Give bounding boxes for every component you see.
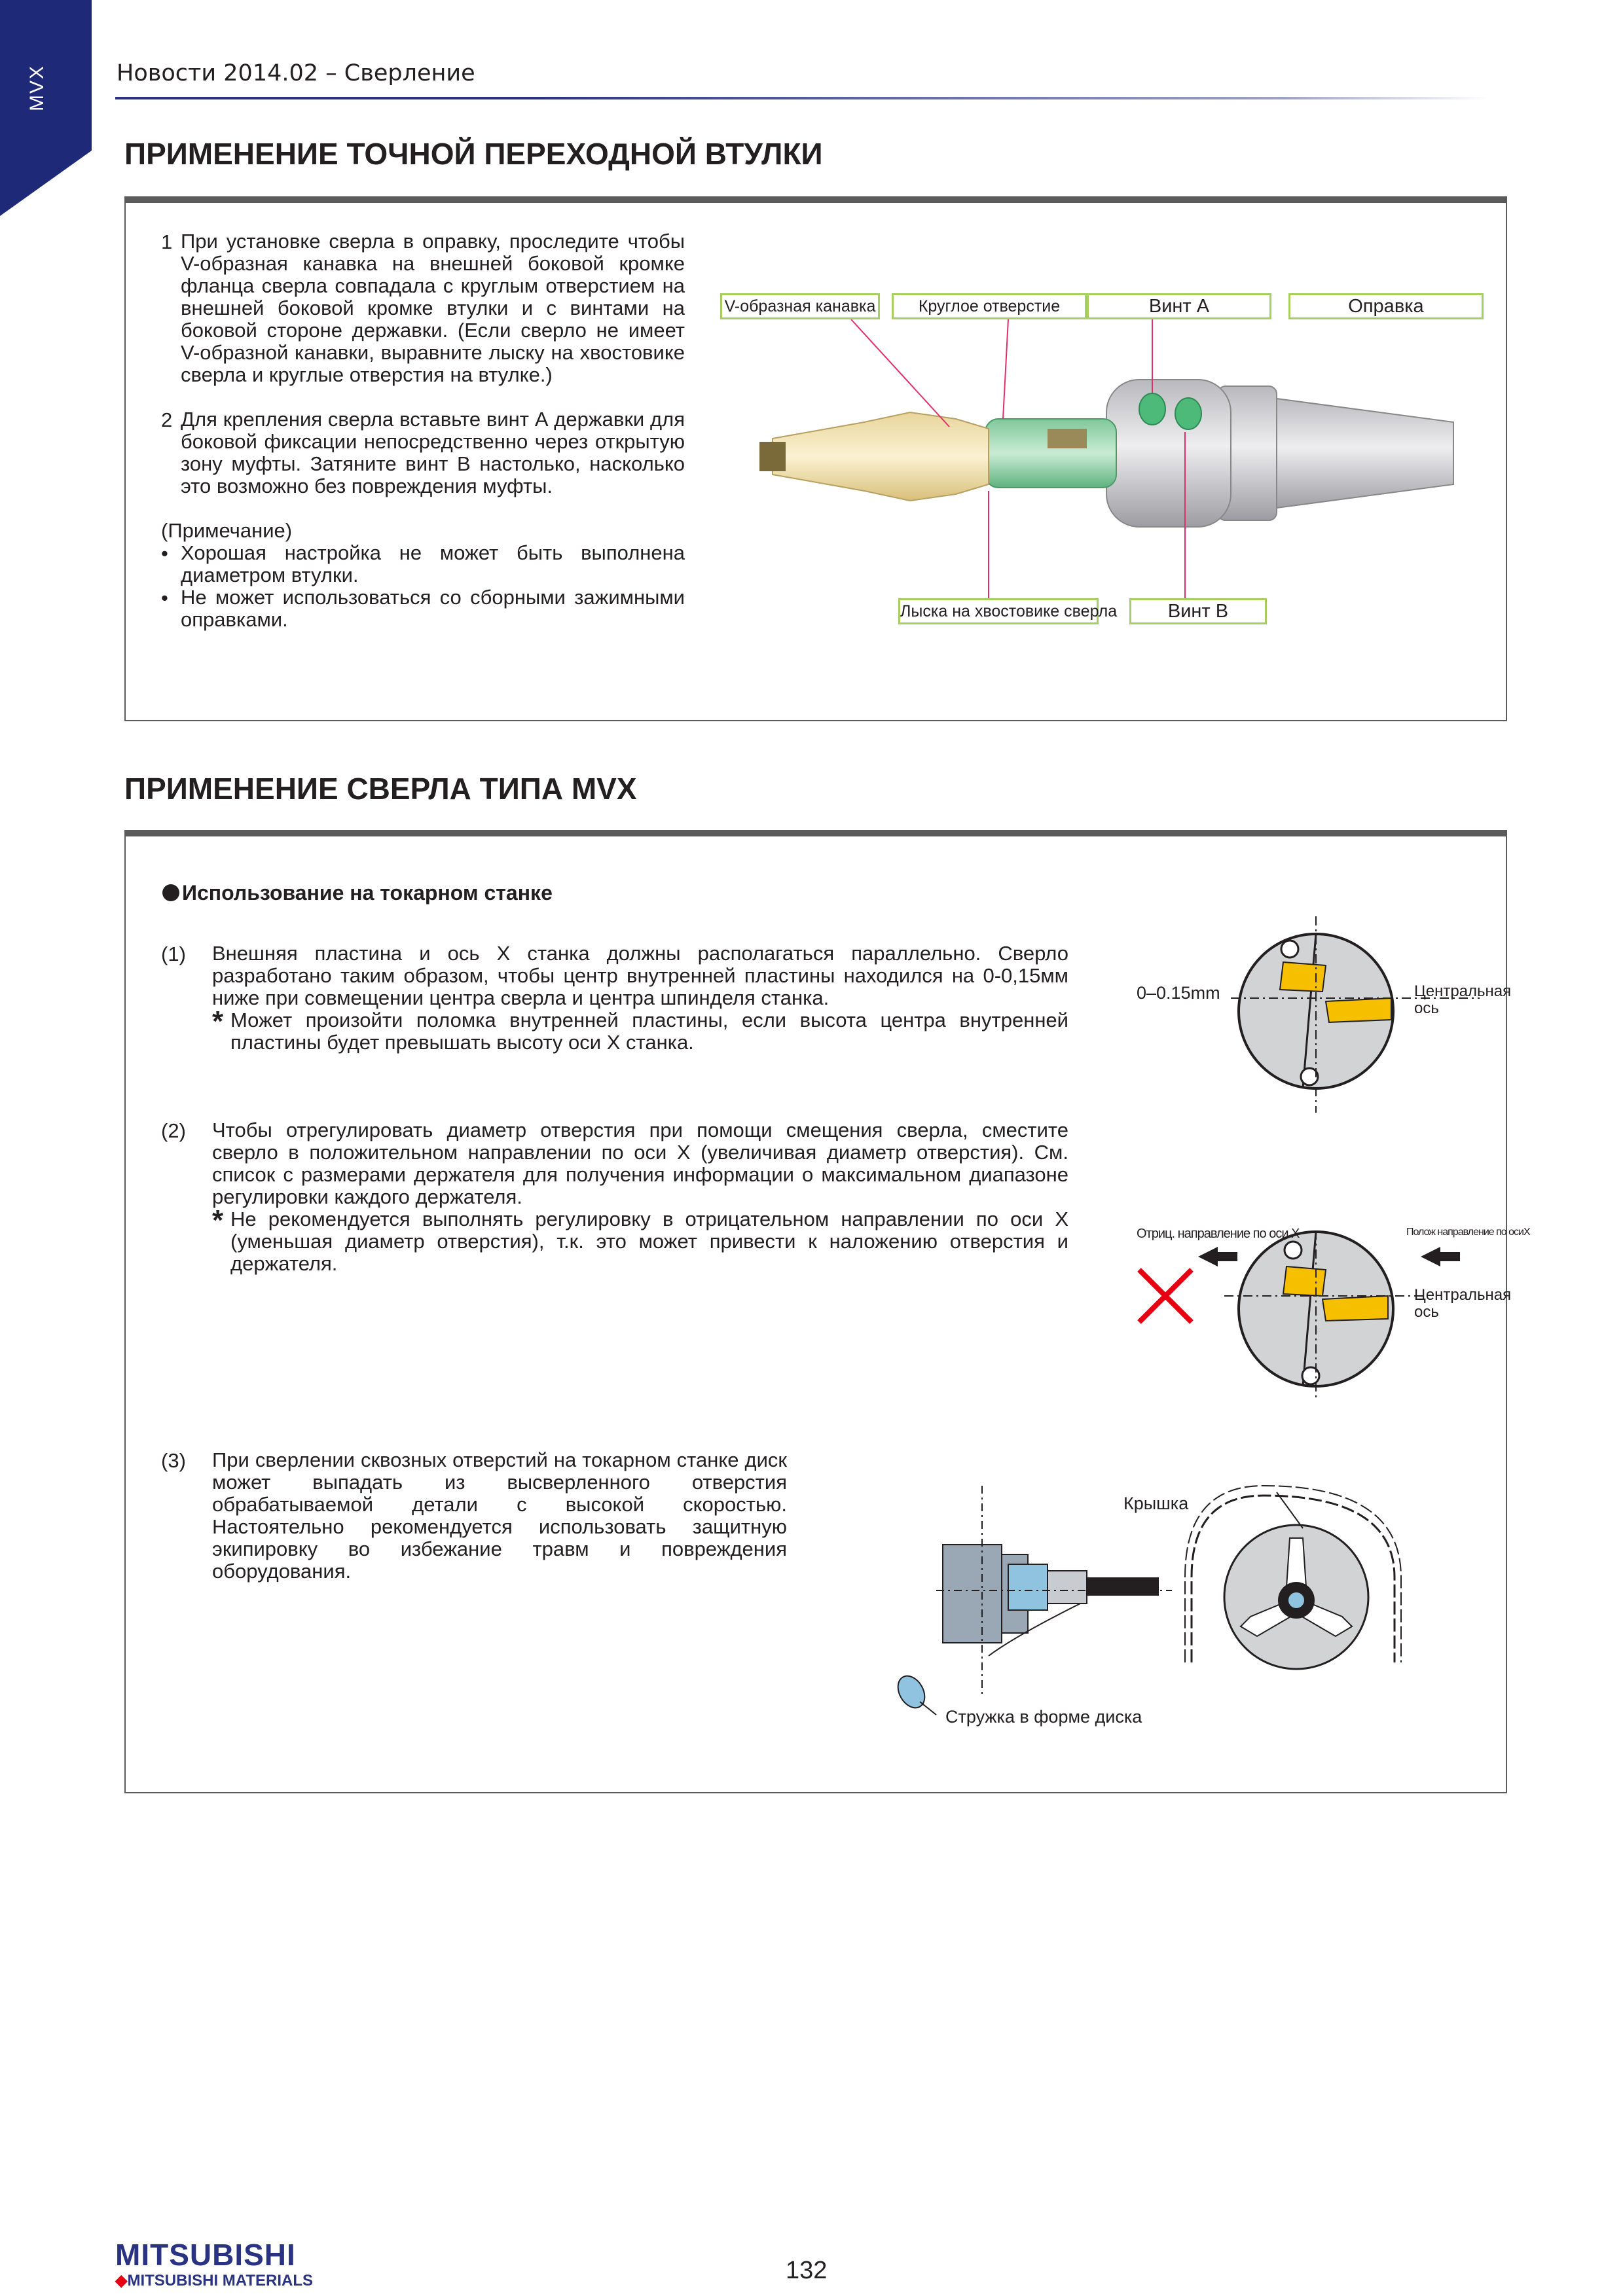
section1-item-1 <box>161 230 685 386</box>
note-text: Не может использоваться со сборными зажимными оправками. <box>181 586 685 631</box>
page-number: 132 <box>786 2257 828 2284</box>
bullet: • <box>161 542 168 565</box>
disc-chip-label: Стружка в форме диска <box>945 1707 1142 1727</box>
side-tab-label: MVX <box>26 64 48 111</box>
note-text: Не рекомендуется выполнять регулировку в отрицательном направлении по оси X (уменьшая диаметр отверстия), т.к. это может привести к наложению отверстия и держателя. <box>230 1208 1068 1275</box>
label-v-groove: V-образная канавка <box>720 293 880 319</box>
item-number: (2) <box>161 1119 186 1142</box>
item-text: Чтобы отрегулировать диаметр отверстия при помощи смещения сверла, сместите сверло в положительном направлении по оси X (увеличивая диаметр отверстия). См. список с размерами держателя для получения информации о максимальном диапазоне регулировки каждого держателя. <box>212 1119 1068 1208</box>
asterisk: * <box>212 1005 224 1037</box>
subheading: Использование на токарном станке <box>162 881 553 905</box>
asterisk: * <box>212 1204 224 1236</box>
note-item <box>161 586 685 631</box>
item-text: Внешняя пластина и ось X станка должны располагаться параллельно. Сверло разработано таким образом, чтобы центр внутренней пластины находился на 0-0,15мм ниже при совмещении центра сверла и центра шпинделя станка. <box>212 942 1068 1009</box>
label-arbor: Оправка <box>1288 293 1484 319</box>
bullet: • <box>161 586 168 609</box>
mitsubishi-logo: MITSUBISHI <box>115 2238 296 2272</box>
mitsubishi-materials-logo: ◆MITSUBISHI MATERIALS <box>115 2272 314 2289</box>
note-text: Хорошая настройка не может быть выполнена диаметром втулки. <box>181 541 685 586</box>
section1-item-2 <box>161 408 685 497</box>
item-text: При установке сверла в оправку, проследите чтобы V-образная канавка на внешней боковой кромке фланца сверла совпадала с круглым отверстием на внешней боковой кромке втулки и с винтами на боковой стороне державки. (Если сверло не имеет V-образной канавки, выравните лыску на хвостовике сверла и круглые отверстия на втулке.) <box>181 230 685 386</box>
header-title: Новости 2014.02 – Сверление <box>117 60 475 86</box>
section2-title: ПРИМЕНЕНИЕ СВЕРЛА ТИПА MVX <box>124 772 637 806</box>
bullet-dot <box>162 884 179 901</box>
item-text: При сверлении сквозных отверстий на токарном станке диск может выпадать из высверленного отверстия обрабатываемой детали с высокой скоростью. Настоятельно рекомендуется использовать защитную экипировку во избежание травм и повреждения оборудования. <box>212 1448 787 1583</box>
pos-direction-label: Полож направление по осиX <box>1406 1227 1530 1238</box>
cover-label: Крышка <box>1123 1494 1189 1513</box>
item-text: Для крепления сверла вставьте винт А державки для боковой фиксации непосредственно через открытую зону муфты. Затяните винт В настолько, насколько это возможно без повреждения муфты. <box>181 408 685 497</box>
center-axis-label: Центральная ось <box>1414 1286 1512 1321</box>
center-axis-label: Центральная ось <box>1414 982 1512 1017</box>
item-note <box>212 1204 1068 1275</box>
item-note <box>212 1005 1068 1054</box>
offset-direction-figure <box>1126 1230 1493 1427</box>
note-item <box>161 542 685 586</box>
header-rule <box>115 97 1490 99</box>
diamond-icon: ◆ <box>115 2272 128 2289</box>
sleeve-assembly-figure <box>720 288 1480 641</box>
item-number: (1) <box>161 942 186 965</box>
label-shank-flat: Лыска на хвостовике сверла <box>898 598 1099 624</box>
section2-item-2 <box>161 1119 1068 1275</box>
section1-title: ПРИМЕНЕНИЕ ТОЧНОЙ ПЕРЕХОДНОЙ ВТУЛКИ <box>124 137 823 171</box>
label-round-hole: Круглое отверстие <box>892 293 1087 319</box>
neg-direction-label: Отриц. направление по оси X <box>1137 1227 1300 1241</box>
item-number: 1 <box>161 230 173 253</box>
section2-item-1 <box>161 942 1068 1054</box>
tolerance-label: 0–0.15mm <box>1137 983 1220 1003</box>
note-text: Может произойти поломка внутренней пластины, если высота центра внутренней пластины будет превышать высоту оси X станка. <box>230 1009 1068 1054</box>
label-screw-a: Винт А <box>1087 293 1271 319</box>
item-number: 2 <box>161 408 173 431</box>
section2-item-3 <box>161 1449 787 1583</box>
label-screw-b: Винт В <box>1129 598 1267 624</box>
note-title: (Примечание) <box>161 519 293 542</box>
item-number: (3) <box>161 1449 186 1472</box>
section1-text <box>161 230 685 631</box>
